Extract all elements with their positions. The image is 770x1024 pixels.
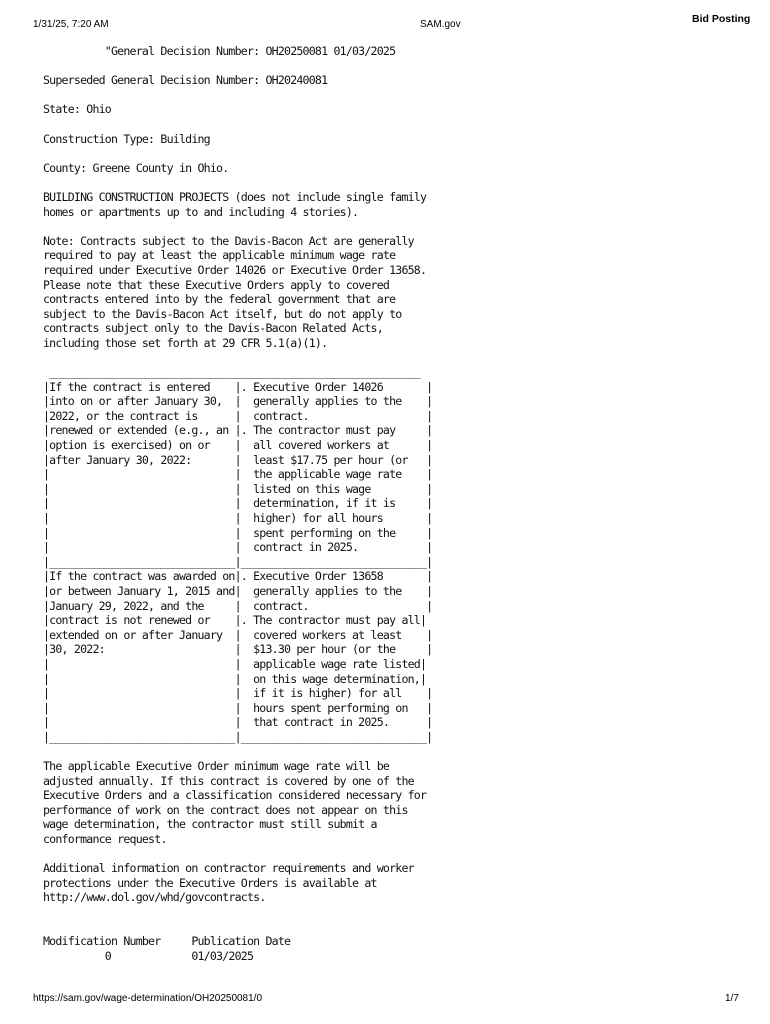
- document-line: Executive Orders and a classification considered necessary for: [43, 788, 427, 803]
- document-line: |contract is not renewed or |. The contractor must pay all|: [43, 613, 427, 628]
- document-line: | | higher) for all hours |: [43, 511, 433, 525]
- document-line: | | listed on this wage |: [43, 481, 433, 496]
- document-line: [43, 175, 432, 190]
- document-line: http://www.dol.gov/whd/govcontracts.: [43, 890, 266, 905]
- document-line: | | if it is higher) for all |: [43, 686, 433, 701]
- document-line: | | determination, if it is |: [43, 496, 433, 511]
- document-line: State: Ohio: [43, 102, 111, 117]
- document-line: | | hours spent performing on |: [43, 700, 433, 715]
- document-line: | | contract in 2025. |: [43, 540, 433, 555]
- document-line: 0 01/03/2025: [43, 948, 254, 963]
- document-line: |______________________________|______________________________|: [43, 554, 433, 569]
- document-line: Note: Contracts subject to the Davis-Bacon Act are generally: [43, 233, 414, 248]
- document-line: |into on or after January 30, | generally applies to the |: [43, 394, 433, 409]
- document-line: required under Executive Order 14026 or Executive Order 13658.: [43, 262, 427, 277]
- document-line: Please note that these Executive Orders apply to covered: [43, 277, 390, 292]
- document-line: required to pay at least the applicable minimum wage rate: [43, 248, 396, 263]
- document-line: |2022, or the contract is | contract. |: [43, 408, 433, 423]
- document-line: "General Decision Number: OH20250081 01/03/2025: [43, 44, 396, 58]
- document-line: [43, 920, 432, 935]
- document-line: contracts subject only to the Davis-Bacon Related Acts,: [43, 321, 383, 336]
- document-line: |option is exercised) on or | all covered workers at |: [43, 438, 433, 453]
- document-line: performance of work on the contract does not appear on this: [43, 802, 408, 817]
- document-line: [43, 59, 432, 74]
- document-line: ____________________________________________________________: [43, 365, 420, 380]
- document-line: |renewed or extended (e.g., an |. The contractor must pay |: [43, 423, 433, 438]
- page-number: 1/7: [725, 993, 739, 1004]
- document-line: | | the applicable wage rate |: [43, 467, 433, 482]
- document-line: adjusted annually. If this contract is covered by one of the: [43, 773, 414, 788]
- document-line: Modification Number Publication Date: [43, 934, 291, 949]
- document-line: | | applicable wage rate listed|: [43, 656, 427, 671]
- document-line: Superseded General Decision Number: OH20240081: [43, 73, 328, 88]
- bid-posting-label: Bid Posting: [692, 13, 751, 25]
- document-line: |after January 30, 2022: | least $17.75 per hour (or |: [43, 452, 433, 467]
- document-line: |______________________________|______________________________|: [43, 729, 433, 744]
- document-line: |extended on or after January | covered workers at least |: [43, 627, 433, 642]
- document-line: wage determination, the contractor must still submit a: [43, 817, 377, 832]
- document-line: |or between January 1, 2015 and| generally applies to the |: [43, 583, 433, 598]
- document-line: [43, 88, 432, 103]
- document-line: conformance request.: [43, 832, 167, 847]
- document-line: Construction Type: Building: [43, 131, 210, 146]
- site-title: SAM.gov: [420, 19, 461, 30]
- document-line: | | that contract in 2025. |: [43, 715, 433, 730]
- document-line: [43, 350, 432, 365]
- footer-url: https://sam.gov/wage-determination/OH20250081/0: [33, 993, 263, 1004]
- document-line: | | on this wage determination,|: [43, 671, 427, 686]
- document-line: contracts entered into by the federal government that are: [43, 292, 396, 307]
- document-line: subject to the Davis-Bacon Act itself, but do not apply to: [43, 306, 402, 321]
- document-line: | | spent performing on the |: [43, 525, 433, 540]
- document-line: |If the contract is entered |. Executive Order 14026 |: [43, 379, 433, 394]
- document-line: homes or apartments up to and including 4 stories).: [43, 204, 359, 219]
- document-line: County: Greene County in Ohio.: [43, 160, 229, 175]
- document-line: protections under the Executive Orders is available at: [43, 875, 377, 890]
- document-line: [43, 745, 432, 760]
- document-line: BUILDING CONSTRUCTION PROJECTS (does not include single family: [43, 189, 427, 204]
- document-line: Additional information on contractor requirements and worker: [43, 861, 414, 876]
- document-line: [43, 219, 432, 234]
- print-datetime: 1/31/25, 7:20 AM: [33, 19, 109, 30]
- document-line: including those set forth at 29 CFR 5.1(a)(1).: [43, 335, 328, 350]
- document-line: [43, 117, 432, 132]
- document-line: [43, 905, 432, 920]
- document-line: The applicable Executive Order minimum wage rate will be: [43, 759, 390, 774]
- document-line: |January 29, 2022, and the | contract. |: [43, 598, 433, 613]
- document-line: |If the contract was awarded on|. Executive Order 13658 |: [43, 569, 433, 584]
- document-line: |30, 2022: | $13.30 per hour (or the |: [43, 642, 433, 657]
- document-line: [43, 146, 432, 161]
- document-line: [43, 847, 432, 862]
- decision-document-text: [43, 44, 432, 963]
